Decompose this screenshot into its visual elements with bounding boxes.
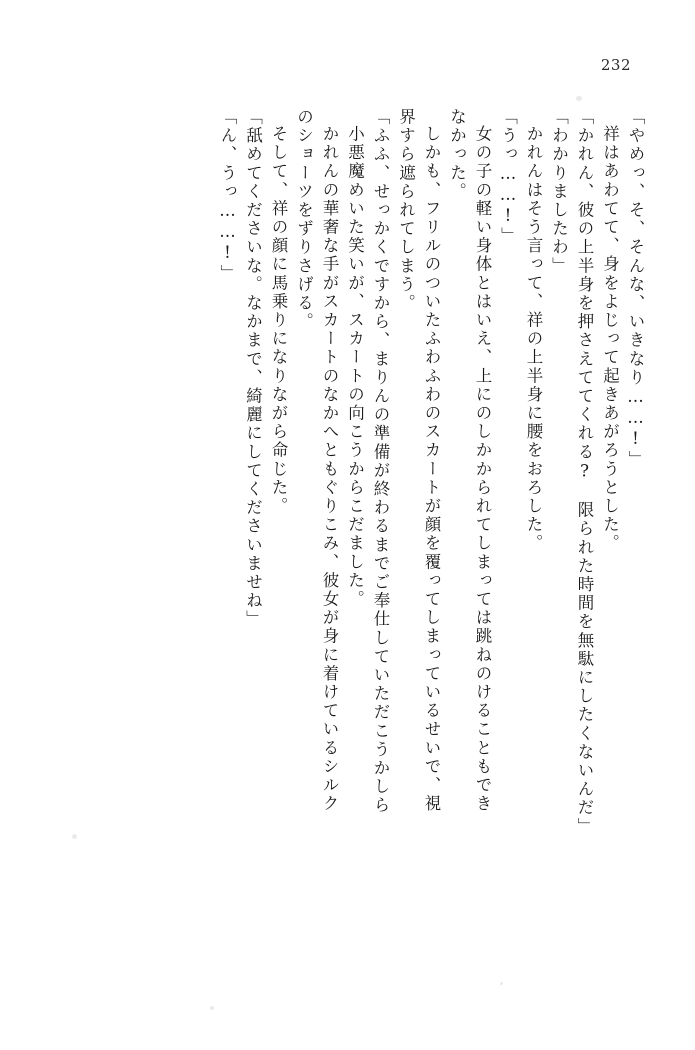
text-column: なかった。 [447,108,467,201]
text-column: のショーツをずりさげる。 [294,108,314,332]
text-column: 「やめっ、そ、そんな、いきなり……!」 [626,108,645,469]
text-column: 「わかりましたわ」 [549,108,569,276]
text-column: 「ふふ、せっかくですから、まりんの準備が終わるまでご奉仕していただこうかしら [371,108,390,815]
text-column: 女の子の軽い身体とはいえ、上にのしかかられてしまっては跳ねのけることもでき [473,125,492,814]
novel-text-block [52,108,643,958]
paper-speckle [210,1006,214,1010]
text-column: 祥はあわてて、身をよじって起きあがろうとした。 [600,125,620,553]
text-column: 界すら遮られてしまう。 [396,108,416,313]
paper-speckle [72,834,77,839]
text-column: 「ん、うっ……!」 [218,108,237,283]
text-column: 「うっ……!」 [498,108,518,246]
text-column: しかも、フリルのついたふわふわのスカートが顔を覆ってしまっているせいで、視 [422,125,441,814]
text-column: そして、祥の顔に馬乗りになりながら命じた。 [269,125,288,516]
text-column: 「舐めてくださいな。なかまで、綺麗にしてくださいませね」 [243,108,263,629]
page-number: 232 [600,56,631,74]
paper-speckle [576,96,582,101]
text-column: 「かれん、彼の上半身を押さえててくれる? 限られた時間を無駄にしたくないんだ」 [575,108,594,836]
text-column: 小悪魔めいた笑いが、スカートの向こうからこだました。 [345,125,365,609]
text-column: かれんはそう言って、祥の上半身に腰をおろした。 [524,125,543,553]
paper-speckle [500,982,503,985]
text-column: かれんの華奢な手がスカートのなかへともぐりこみ、彼女が身に着けているシルク [320,125,339,814]
